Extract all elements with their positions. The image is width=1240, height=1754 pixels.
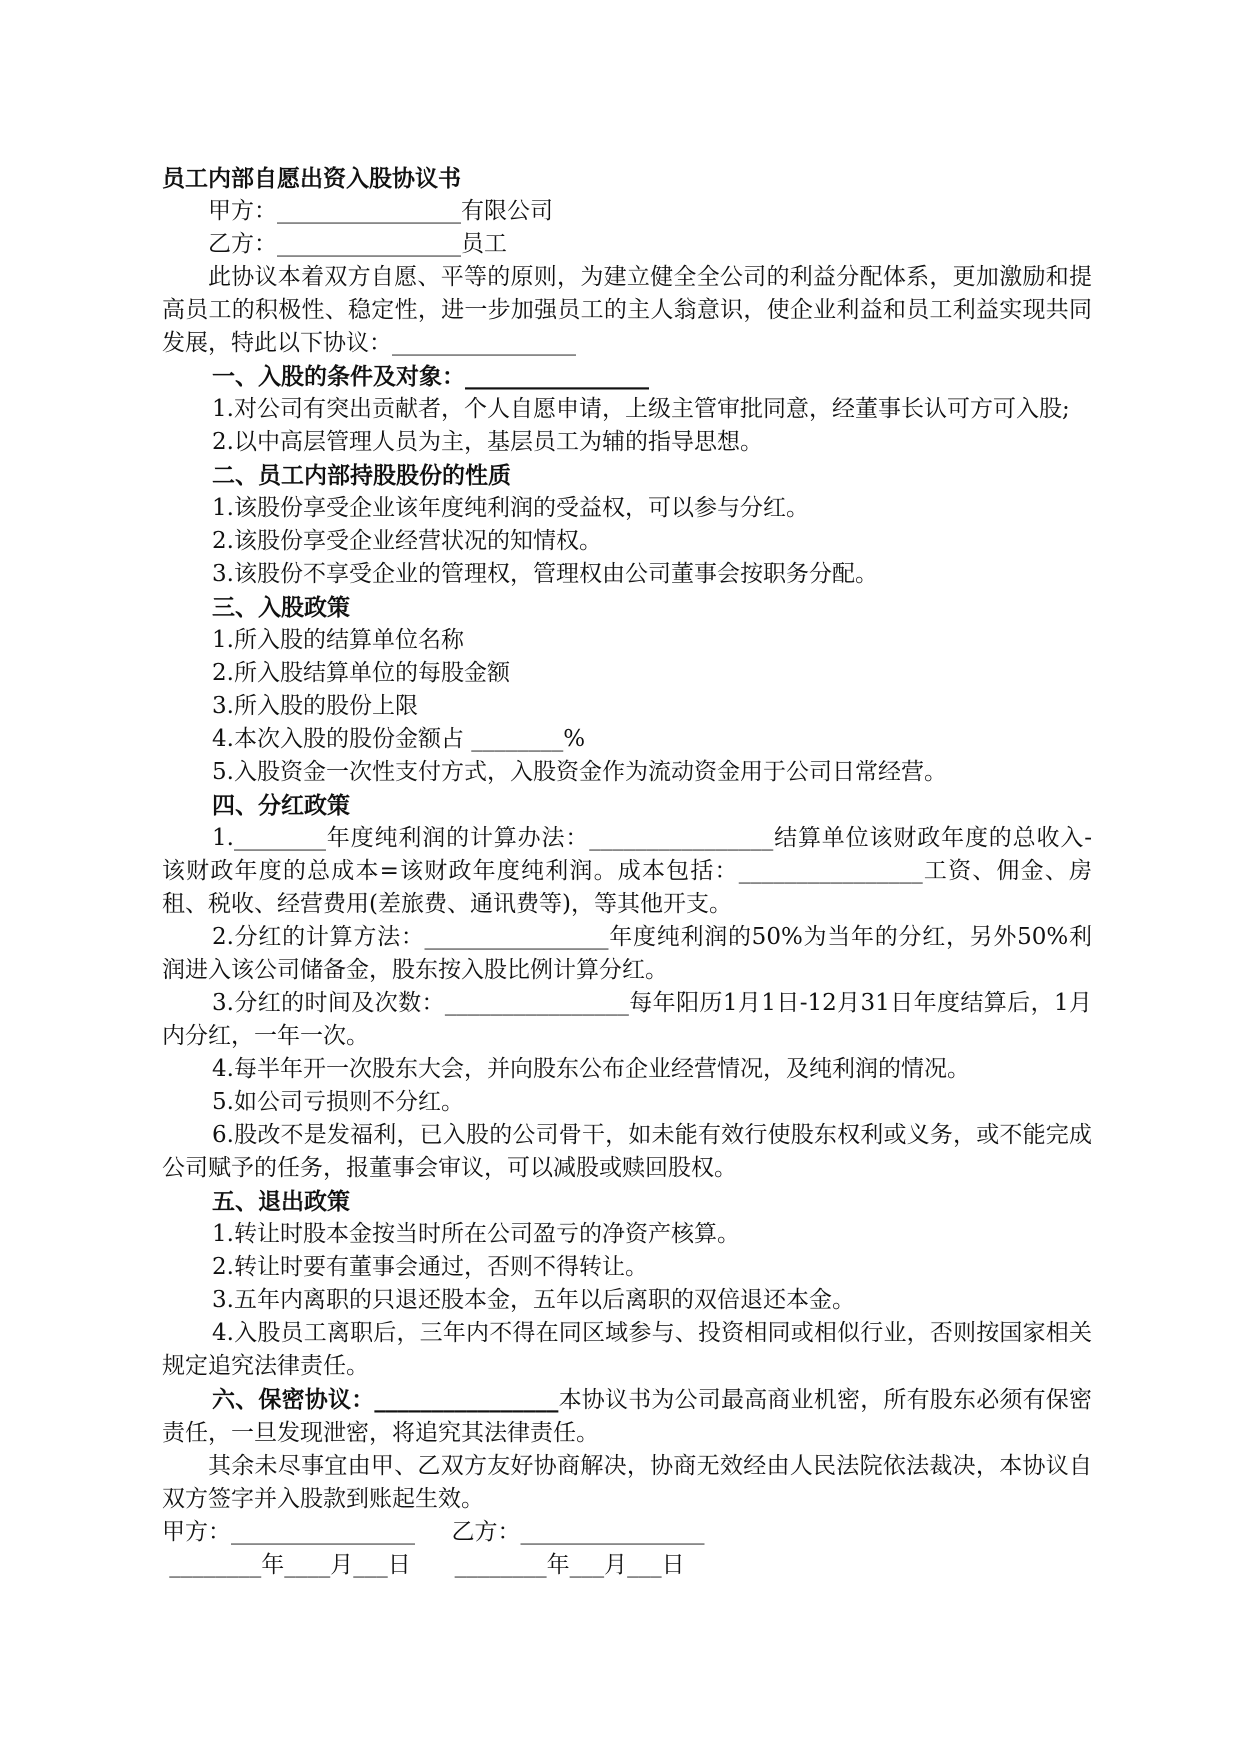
section-4-item: 3.分红的时间及次数：________________每年阳历1月1日-12月31日年度结算后，1月内分红，一年一次。 bbox=[162, 990, 1092, 1049]
confidentiality-paragraph bbox=[162, 1383, 1092, 1450]
party-a-line: 甲方：________________有限公司 bbox=[208, 198, 553, 224]
section-1-item: 1.对公司有突出贡献者，个人自愿申请，上级主管审批同意，经董事长认可方可入股; bbox=[212, 396, 1070, 422]
date-line: ________年____月___日 ________年___月___日 bbox=[162, 1552, 685, 1578]
agreement-document bbox=[162, 162, 1092, 1582]
section-4-item: 1.________年度纯利润的计算办法：________________结算单位该财政年度的总收入-该财政年度的总成本=该财政年度纯利润。成本包括：________________工资、佣金、房租、税收、经营费用(差旅费、通讯费等)，等其他开支。 bbox=[162, 825, 1092, 917]
section-2-item: 3.该股份不享受企业的管理权，管理权由公司董事会按职务分配。 bbox=[212, 561, 878, 587]
intro-paragraph: 此协议本着双方自愿、平等的原则，为建立健全全公司的利益分配体系，更加激励和提高员工的积极性、稳定性，进一步加强员工的主人翁意识，使企业利益和员工利益实现共同发展，特此以下协议：________________ bbox=[162, 264, 1092, 356]
section-4-item: 4.每半年开一次股东大会，并向股东公布企业经营情况，及纯利润的情况。 bbox=[212, 1056, 970, 1082]
section-5-item: 4.入股员工离职后，三年内不得在同区域参与、投资相同或相似行业，否则按国家相关规定追究法律责任。 bbox=[162, 1320, 1092, 1379]
closing-paragraph: 其余未尽事宜由甲、乙双方友好协商解决，协商无效经由人民法院依法裁决，本协议自双方签字并入股款到账起生效。 bbox=[162, 1453, 1092, 1512]
section-3-item: 1.所入股的结算单位名称 bbox=[212, 627, 464, 653]
party-b-line: 乙方：________________员工 bbox=[208, 231, 507, 257]
section-5-item: 1.转让时股本金按当时所在公司盈亏的净资产核算。 bbox=[212, 1221, 740, 1247]
section-3-item: 3.所入股的股份上限 bbox=[212, 693, 418, 719]
document-title: 员工内部自愿出资入股协议书 bbox=[162, 165, 461, 192]
section-2-item: 2.该股份享受企业经营状况的知情权。 bbox=[212, 528, 602, 554]
section-2-item: 1.该股份享受企业该年度纯利润的受益权，可以参与分红。 bbox=[212, 495, 809, 521]
section-3-item: 2.所入股结算单位的每股金额 bbox=[212, 660, 510, 686]
section-4-item: 2.分红的计算方法：________________年度纯利润的50%为当年的分红，另外50%利润进入该公司储备金，股东按入股比例计算分红。 bbox=[162, 924, 1092, 983]
section-4-heading: 四、分红政策 bbox=[212, 792, 350, 819]
section-3-heading: 三、入股政策 bbox=[212, 594, 350, 621]
confidentiality-text: 本协议书为公司最高商业机密，所有股东必须有保密责任，一旦发现泄密，将追究其法律责任。 bbox=[162, 1387, 1093, 1446]
section-4-item: 5.如公司亏损则不分红。 bbox=[212, 1089, 464, 1115]
section-2-heading: 二、员工内部持股股份的性质 bbox=[212, 462, 511, 489]
section-4-item: 6.股改不是发福利，已入股的公司骨干，如未能有效行使股东权利或义务，或不能完成公司赋予的任务，报董事会审议，可以减股或赎回股权。 bbox=[162, 1122, 1092, 1181]
signature-line: 甲方：________________ 乙方：________________ bbox=[162, 1519, 705, 1545]
section-5-item: 3.五年内离职的只退还股本金，五年以后离职的双倍退还本金。 bbox=[212, 1287, 855, 1313]
confidentiality-heading: 六、保密协议：________________ bbox=[212, 1386, 559, 1413]
section-5-heading: 五、退出政策 bbox=[212, 1188, 350, 1215]
section-1-item: 2.以中高层管理人员为主，基层员工为辅的指导思想。 bbox=[212, 429, 763, 455]
section-1-heading: 一、入股的条件及对象：________________ bbox=[212, 363, 649, 390]
section-3-item: 5.入股资金一次性支付方式，入股资金作为流动资金用于公司日常经营。 bbox=[212, 759, 947, 785]
section-5-item: 2.转让时要有董事会通过，否则不得转让。 bbox=[212, 1254, 648, 1280]
section-3-item: 4.本次入股的股份金额占 ________% bbox=[212, 726, 586, 752]
